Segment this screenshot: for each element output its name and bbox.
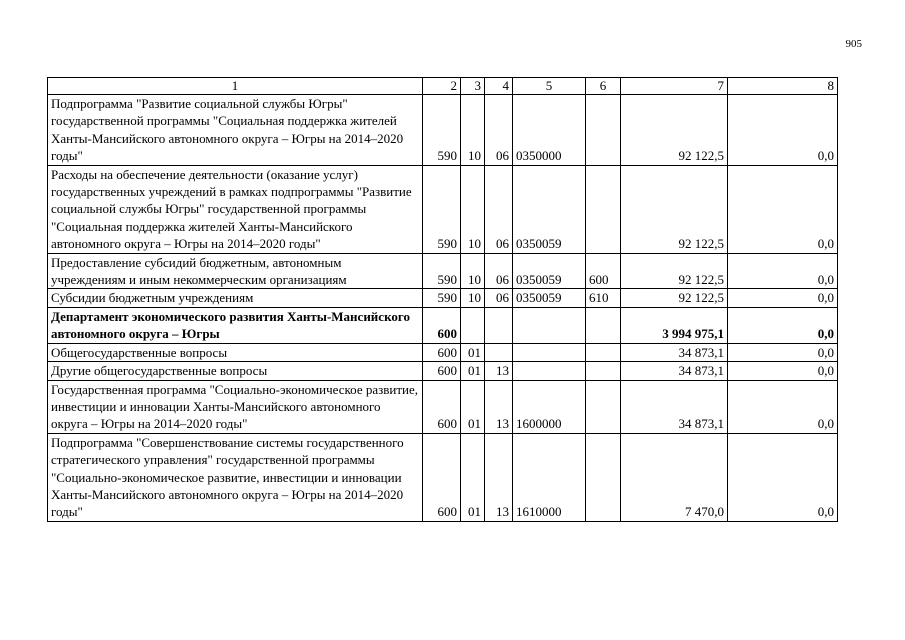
cell-amount-extra: 0,0 — [728, 95, 838, 166]
cell-target-code: 1600000 — [513, 380, 586, 433]
cell-section-code: 01 — [461, 343, 485, 361]
cell-section-code: 10 — [461, 253, 485, 289]
cell-subsection-code: 06 — [485, 165, 513, 253]
cell-ministry-code: 600 — [423, 433, 461, 521]
cell-amount: 34 873,1 — [621, 343, 728, 361]
cell-amount-extra: 0,0 — [728, 307, 838, 343]
cell-ministry-code: 590 — [423, 289, 461, 307]
table-body — [48, 95, 838, 522]
cell-expense-type — [586, 307, 621, 343]
cell-subsection-code: 13 — [485, 433, 513, 521]
table-row — [48, 433, 838, 521]
column-header: 6 — [586, 78, 621, 95]
cell-subsection-code: 06 — [485, 289, 513, 307]
cell-name: Государственная программа "Социально-экономическое развитие, инвестиции и инновации Ханты-Мансийского автономного округа – Югры на 2014–2020 годы" — [48, 380, 423, 433]
table-header-row — [48, 78, 838, 95]
cell-name: Подпрограмма "Развитие социальной службы Югры" государственной программы "Социальная поддержка жителей Ханты-Мансийского автономного округа – Югры на 2014–2020 годы" — [48, 95, 423, 166]
cell-ministry-code: 600 — [423, 307, 461, 343]
cell-expense-type — [586, 380, 621, 433]
cell-section-code: 01 — [461, 380, 485, 433]
cell-ministry-code: 590 — [423, 95, 461, 166]
cell-amount: 7 470,0 — [621, 433, 728, 521]
cell-expense-type — [586, 95, 621, 166]
table-row — [48, 253, 838, 289]
cell-expense-type — [586, 433, 621, 521]
cell-amount-extra: 0,0 — [728, 433, 838, 521]
cell-subsection-code: 06 — [485, 95, 513, 166]
cell-amount: 34 873,1 — [621, 380, 728, 433]
table-row — [48, 343, 838, 361]
cell-subsection-code: 06 — [485, 253, 513, 289]
cell-amount-extra: 0,0 — [728, 362, 838, 380]
cell-name: Общегосударственные вопросы — [48, 343, 423, 361]
budget-table — [47, 77, 838, 522]
table-row — [48, 307, 838, 343]
cell-name: Другие общегосударственные вопросы — [48, 362, 423, 380]
cell-name: Предоставление субсидий бюджетным, автономным учреждениям и иным некоммерческим организациям — [48, 253, 423, 289]
cell-amount: 92 122,5 — [621, 95, 728, 166]
cell-expense-type — [586, 343, 621, 361]
cell-ministry-code: 590 — [423, 253, 461, 289]
cell-subsection-code — [485, 307, 513, 343]
cell-amount-extra: 0,0 — [728, 253, 838, 289]
table-row — [48, 380, 838, 433]
cell-section-code: 01 — [461, 362, 485, 380]
cell-amount-extra: 0,0 — [728, 165, 838, 253]
cell-ministry-code: 600 — [423, 380, 461, 433]
cell-amount-extra: 0,0 — [728, 289, 838, 307]
cell-target-code: 0350059 — [513, 253, 586, 289]
column-header: 1 — [48, 78, 423, 95]
cell-target-code: 0350059 — [513, 289, 586, 307]
cell-target-code: 0350000 — [513, 95, 586, 166]
cell-amount-extra: 0,0 — [728, 380, 838, 433]
cell-ministry-code: 600 — [423, 362, 461, 380]
cell-section-code: 01 — [461, 433, 485, 521]
cell-target-code: 0350059 — [513, 165, 586, 253]
cell-expense-type — [586, 165, 621, 253]
cell-target-code: 1610000 — [513, 433, 586, 521]
cell-expense-type: 610 — [586, 289, 621, 307]
column-header: 2 — [423, 78, 461, 95]
cell-name: Субсидии бюджетным учреждениям — [48, 289, 423, 307]
cell-target-code — [513, 362, 586, 380]
cell-name: Подпрограмма "Совершенствование системы государственного стратегического управления" государственной программы "Социально-экономическое развитие, инвестиции и инновации Ханты-Мансийского автономного округа – Югры на 2014–2020 годы" — [48, 433, 423, 521]
table-row — [48, 362, 838, 380]
column-header: 4 — [485, 78, 513, 95]
column-header: 7 — [621, 78, 728, 95]
cell-target-code — [513, 307, 586, 343]
cell-amount: 92 122,5 — [621, 289, 728, 307]
cell-section-code: 10 — [461, 95, 485, 166]
cell-amount: 3 994 975,1 — [621, 307, 728, 343]
cell-amount-extra: 0,0 — [728, 343, 838, 361]
cell-subsection-code: 13 — [485, 380, 513, 433]
table-row — [48, 289, 838, 307]
cell-subsection-code: 13 — [485, 362, 513, 380]
cell-target-code — [513, 343, 586, 361]
table-row — [48, 95, 838, 166]
cell-section-code — [461, 307, 485, 343]
cell-ministry-code: 590 — [423, 165, 461, 253]
table-row — [48, 165, 838, 253]
cell-expense-type: 600 — [586, 253, 621, 289]
column-header: 3 — [461, 78, 485, 95]
cell-section-code: 10 — [461, 289, 485, 307]
cell-amount: 34 873,1 — [621, 362, 728, 380]
cell-section-code: 10 — [461, 165, 485, 253]
cell-amount: 92 122,5 — [621, 253, 728, 289]
column-header: 8 — [728, 78, 838, 95]
cell-amount: 92 122,5 — [621, 165, 728, 253]
cell-subsection-code — [485, 343, 513, 361]
cell-name: Расходы на обеспечение деятельности (оказание услуг) государственных учреждений в рамках подпрограммы "Развитие социальной службы Югры" государственной программы "Социальная поддержка жителей Ханты-Мансийского автономного округа – Югры на 2014–2020 годы" — [48, 165, 423, 253]
cell-name: Департамент экономического развития Ханты-Мансийского автономного округа – Югры — [48, 307, 423, 343]
page-number: 905 — [845, 38, 862, 50]
cell-ministry-code: 600 — [423, 343, 461, 361]
cell-expense-type — [586, 362, 621, 380]
column-header: 5 — [513, 78, 586, 95]
